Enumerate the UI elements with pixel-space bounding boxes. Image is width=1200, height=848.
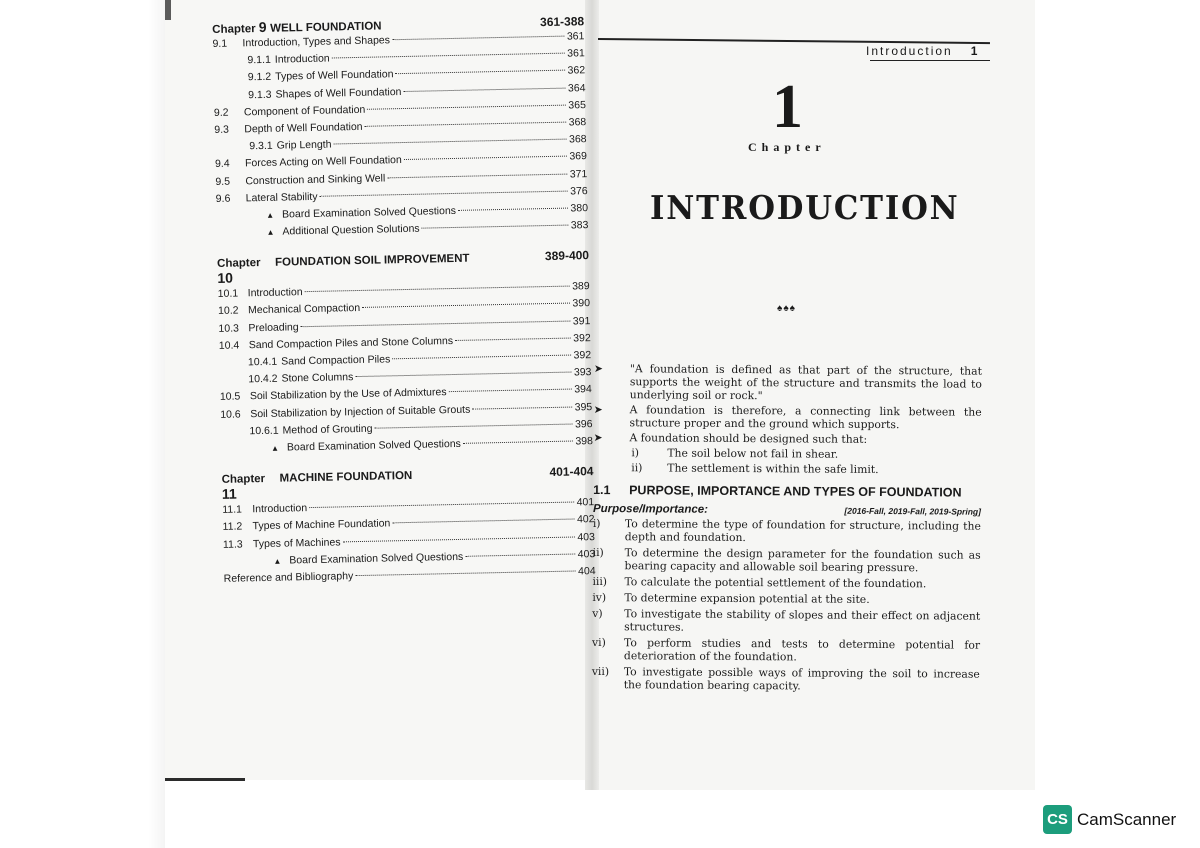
leader-dots xyxy=(395,70,565,75)
toc-entry-title: Board Examination Solved Questions xyxy=(289,550,464,567)
leader-dots xyxy=(449,389,573,393)
leader-dots xyxy=(455,337,571,340)
purpose-marker: ii) xyxy=(592,545,604,560)
bullet-item xyxy=(594,403,982,432)
toc-entry-title: Method of Grouting xyxy=(282,422,373,437)
toc-entry-page: 361 xyxy=(566,30,585,43)
purpose-item xyxy=(592,607,980,636)
chapter-pages: 361-388 xyxy=(539,14,585,30)
toc-entry-number: 10.5 xyxy=(219,390,241,404)
toc-entry-number: ▲ xyxy=(266,210,275,220)
bullet-marker: ➤ xyxy=(593,430,603,445)
purpose-item xyxy=(592,636,980,665)
toc-entry-number: 9.6 xyxy=(215,192,231,205)
toc-entry-page: 402 xyxy=(576,513,595,526)
toc-entry-number: 10.2 xyxy=(217,304,239,318)
purpose-item xyxy=(593,546,981,575)
leader-dots xyxy=(355,372,572,378)
leader-dots xyxy=(333,139,567,145)
camscanner-watermark xyxy=(1043,805,1176,834)
purpose-text: To investigate the stability of slopes and their effect on adjacent structures. xyxy=(624,607,981,634)
purpose-text: To determine expansion potential at the site. xyxy=(624,591,870,606)
toc-entry-number: 9.2 xyxy=(213,106,229,119)
toc-entry-title: Additional Question Solutions xyxy=(282,222,420,238)
exam-tag: [2016-Fall, 2019-Fall, 2019-Spring] xyxy=(844,505,981,517)
toc-entry-title: Introduction xyxy=(252,502,308,516)
leader-dots xyxy=(392,355,571,360)
toc-entry-title: Depth of Well Foundation xyxy=(244,120,363,136)
toc-entry-title: Stone Columns xyxy=(281,371,354,385)
toc-entry-page: 371 xyxy=(569,167,588,181)
purpose-text: To investigate possible ways of improving the soil to increase the foundation bearing capacity. xyxy=(623,665,980,693)
toc-entry-title: Types of Well Foundation xyxy=(275,68,394,84)
chapter-number-large: 1 xyxy=(772,73,803,141)
toc-entry-title: Board Examination Solved Questions xyxy=(286,437,461,454)
chapter-title-large: INTRODUCTION xyxy=(650,188,960,227)
leader-dots xyxy=(342,536,575,542)
camscanner-logo: CS xyxy=(1043,805,1072,834)
chapter-title: MACHINE FOUNDATION xyxy=(279,470,413,485)
toc-entries xyxy=(218,278,594,458)
condition-marker: i) xyxy=(631,446,640,460)
toc-entry-page: 401 xyxy=(576,496,595,509)
leader-dots xyxy=(404,156,568,160)
toc-entry-number: 10.4.2 xyxy=(248,372,278,386)
purpose-item xyxy=(592,591,980,607)
toc-entry-title: Types of Machine Foundation xyxy=(252,517,391,533)
leader-dots xyxy=(458,207,569,210)
condition-marker: ii) xyxy=(631,461,643,475)
toc-entry-number: 9.3 xyxy=(214,123,230,136)
leader-dots xyxy=(463,440,574,443)
purpose-text: To determine the design parameter for the foundation such as bearing capacity and allowable soil bearing pressure. xyxy=(624,546,981,575)
toc-entry-page: 383 xyxy=(570,219,589,232)
section-title: PURPOSE, IMPORTANCE AND TYPES OF FOUNDATION xyxy=(629,483,962,500)
table-of-contents xyxy=(212,12,596,588)
condition-item xyxy=(593,446,981,462)
toc-entry-title: Sand Compaction Piles and Stone Columns xyxy=(248,334,454,352)
condition-text: The soil below not fail in shear. xyxy=(667,446,839,461)
toc-entry-number: 11.2 xyxy=(222,520,243,534)
purpose-marker: v) xyxy=(592,606,603,621)
leader-dots xyxy=(365,122,567,127)
toc-entry-title: Shapes of Well Foundation xyxy=(275,85,402,101)
toc-entry-number: 9.1.2 xyxy=(247,71,272,84)
leader-dots xyxy=(305,286,571,293)
header-underline xyxy=(870,60,990,61)
toc-entries xyxy=(212,28,588,242)
chapter-title: WELL FOUNDATION xyxy=(270,20,382,35)
running-header xyxy=(866,44,977,58)
toc-entry-page: 392 xyxy=(573,349,592,362)
leader-dots xyxy=(362,303,570,308)
toc-entry-page: 389 xyxy=(572,280,590,293)
toc-entry-number: 9.1.3 xyxy=(248,88,272,101)
toc-entry-number: 10.1 xyxy=(217,287,239,301)
toc-entry-title: Sand Compaction Piles xyxy=(281,353,391,368)
toc-entry-title: Introduction xyxy=(274,52,330,66)
condition-item xyxy=(593,461,981,477)
toc-entry-title: Introduction xyxy=(247,286,303,300)
chapter-body xyxy=(592,362,982,697)
reference-title: Reference and Bibliography xyxy=(223,570,354,585)
toc-entry-page: 393 xyxy=(573,366,592,379)
toc-entry-page: 396 xyxy=(574,417,593,431)
bullet-item xyxy=(594,362,982,404)
toc-entry-page: 390 xyxy=(572,297,591,310)
chapter-label: Chapter xyxy=(216,257,261,271)
toc-entry-number: 10.3 xyxy=(218,322,240,335)
purpose-text: To determine the type of foundation for structure, including the depth and foundation. xyxy=(624,517,981,545)
leader-dots xyxy=(301,320,571,327)
toc-entry-title: Soil Stabilization by the Use of Admixtures xyxy=(249,386,447,403)
camscanner-name: CamScanner xyxy=(1077,809,1177,829)
toc-entry-title: Board Examination Solved Questions xyxy=(281,204,457,221)
bullet-text: "A foundation is defined as that part of the structure, that supports the weight of the structure and transmits the load to underlying soil or rock." xyxy=(629,362,982,403)
purpose-heading-row xyxy=(593,503,981,518)
toc-entry-number: 10.4 xyxy=(218,339,240,352)
purpose-marker: vi) xyxy=(591,635,606,650)
toc-entry-title: Lateral Stability xyxy=(245,190,318,205)
toc-entry-number: 9.4 xyxy=(214,157,230,171)
toc-entry-number: ▲ xyxy=(270,443,280,453)
scan-background xyxy=(0,0,165,848)
purpose-marker: iii) xyxy=(592,574,608,589)
toc-entry-page: 392 xyxy=(573,331,591,345)
chapter-label: Chapter xyxy=(212,23,256,36)
chapter-pages: 389-400 xyxy=(544,248,590,264)
page-edge-bottom xyxy=(165,778,245,781)
chapter-number: 10 xyxy=(217,269,234,287)
toc-entry-page: 368 xyxy=(568,133,587,146)
toc-entry-page: 369 xyxy=(569,150,588,163)
toc-entry-page: 376 xyxy=(570,184,588,198)
reference-page: 404 xyxy=(577,564,596,578)
purpose-marker: iv) xyxy=(592,590,607,605)
toc-entry-page: 395 xyxy=(574,400,593,414)
toc-entry-title: Mechanical Compaction xyxy=(247,302,361,317)
leader-dots xyxy=(309,502,575,509)
toc-entry-page: 403 xyxy=(577,547,596,561)
toc-entry-page: 361 xyxy=(567,47,585,60)
page-number: 1 xyxy=(970,44,978,58)
toc-entry-number: 9.1 xyxy=(212,37,228,50)
condition-text: The settlement is within the safe limit. xyxy=(667,461,879,476)
purpose-text: To perform studies and tests to determine potential for deterioration of the foundation. xyxy=(623,636,981,664)
toc-entry-page: 368 xyxy=(568,116,587,129)
toc-entry-page: 365 xyxy=(568,98,586,112)
toc-entry-page: 403 xyxy=(577,530,596,543)
purpose-heading: Purpose/Importance: xyxy=(592,502,709,516)
chapter-pages: 401-404 xyxy=(549,464,594,480)
leader-dots xyxy=(472,406,572,409)
toc-entry-page: 362 xyxy=(567,64,586,77)
toc-entry-page: 380 xyxy=(570,202,589,215)
toc-entry-number: 9.5 xyxy=(215,175,231,188)
toc-entry-number: 10.4.1 xyxy=(247,355,278,369)
purpose-item xyxy=(592,575,980,591)
chapter-title: FOUNDATION SOIL IMPROVEMENT xyxy=(274,252,470,269)
toc-entry-title: Introduction, Types and Shapes xyxy=(242,34,391,50)
toc-entry-page: 391 xyxy=(572,314,591,328)
ornament: ♠♠♠ xyxy=(777,303,796,314)
toc-entry-number: 10.6.1 xyxy=(249,424,279,438)
toc-entries xyxy=(222,494,595,571)
leader-dots xyxy=(403,87,566,91)
leader-dots xyxy=(392,519,575,524)
toc-entry-number: 11.1 xyxy=(222,503,243,517)
purpose-item xyxy=(593,517,981,546)
toc-entry-number: ▲ xyxy=(266,227,275,237)
toc-entry-number: 10.6 xyxy=(220,408,241,421)
toc-entry-title: Preloading xyxy=(248,320,299,334)
chapter-number: 11 xyxy=(221,485,237,503)
toc-entry-title: Grip Length xyxy=(276,138,332,152)
chapter-label: Chapter xyxy=(221,473,266,487)
bullet-marker: ➤ xyxy=(593,362,604,376)
leader-dots xyxy=(387,173,568,178)
leader-dots xyxy=(392,36,565,41)
purpose-item xyxy=(592,665,980,694)
toc-entry-page: 394 xyxy=(574,383,592,396)
toc-entry-title: Component of Foundation xyxy=(243,103,366,119)
purpose-marker: i) xyxy=(592,516,601,531)
purpose-text: To calculate the potential settlement of the foundation. xyxy=(624,575,927,591)
toc-entry-title: Types of Machines xyxy=(252,535,341,550)
toc-entry-page: 398 xyxy=(575,435,594,448)
toc-entry-number: 9.1.1 xyxy=(247,53,271,67)
running-header-title: Introduction xyxy=(866,44,953,58)
toc-entry-title: Soil Stabilization by Injection of Suitable Grouts xyxy=(250,403,471,420)
leader-dots xyxy=(465,553,576,556)
toc-entry-number: 9.3.1 xyxy=(249,139,273,153)
toc-entry-number: ▲ xyxy=(273,556,282,566)
leader-dots xyxy=(367,104,566,109)
toc-entry-title: Construction and Sinking Well xyxy=(245,171,386,187)
bullet-text: A foundation should be designed such that: xyxy=(629,431,868,446)
leader-dots xyxy=(319,190,568,196)
toc-entry-number: 11.3 xyxy=(222,537,243,551)
purpose-marker: vii) xyxy=(591,664,610,679)
bullet-marker: ➤ xyxy=(593,402,603,417)
bullet-item xyxy=(593,431,981,447)
chapter-word: Chapter xyxy=(748,140,826,154)
bullet-text: A foundation is therefore, a connecting link between the structure proper and the ground which supports. xyxy=(629,403,982,432)
leader-dots xyxy=(332,53,566,59)
chapter-number: 9 xyxy=(258,18,267,36)
section-heading xyxy=(593,483,981,500)
toc-entry-page: 364 xyxy=(567,81,586,95)
section-number: 1.1 xyxy=(593,482,611,498)
leader-dots xyxy=(374,423,573,428)
leader-dots xyxy=(422,225,569,229)
page-edge-top xyxy=(165,0,171,20)
toc-entry-title: Forces Acting on Well Foundation xyxy=(244,154,402,170)
